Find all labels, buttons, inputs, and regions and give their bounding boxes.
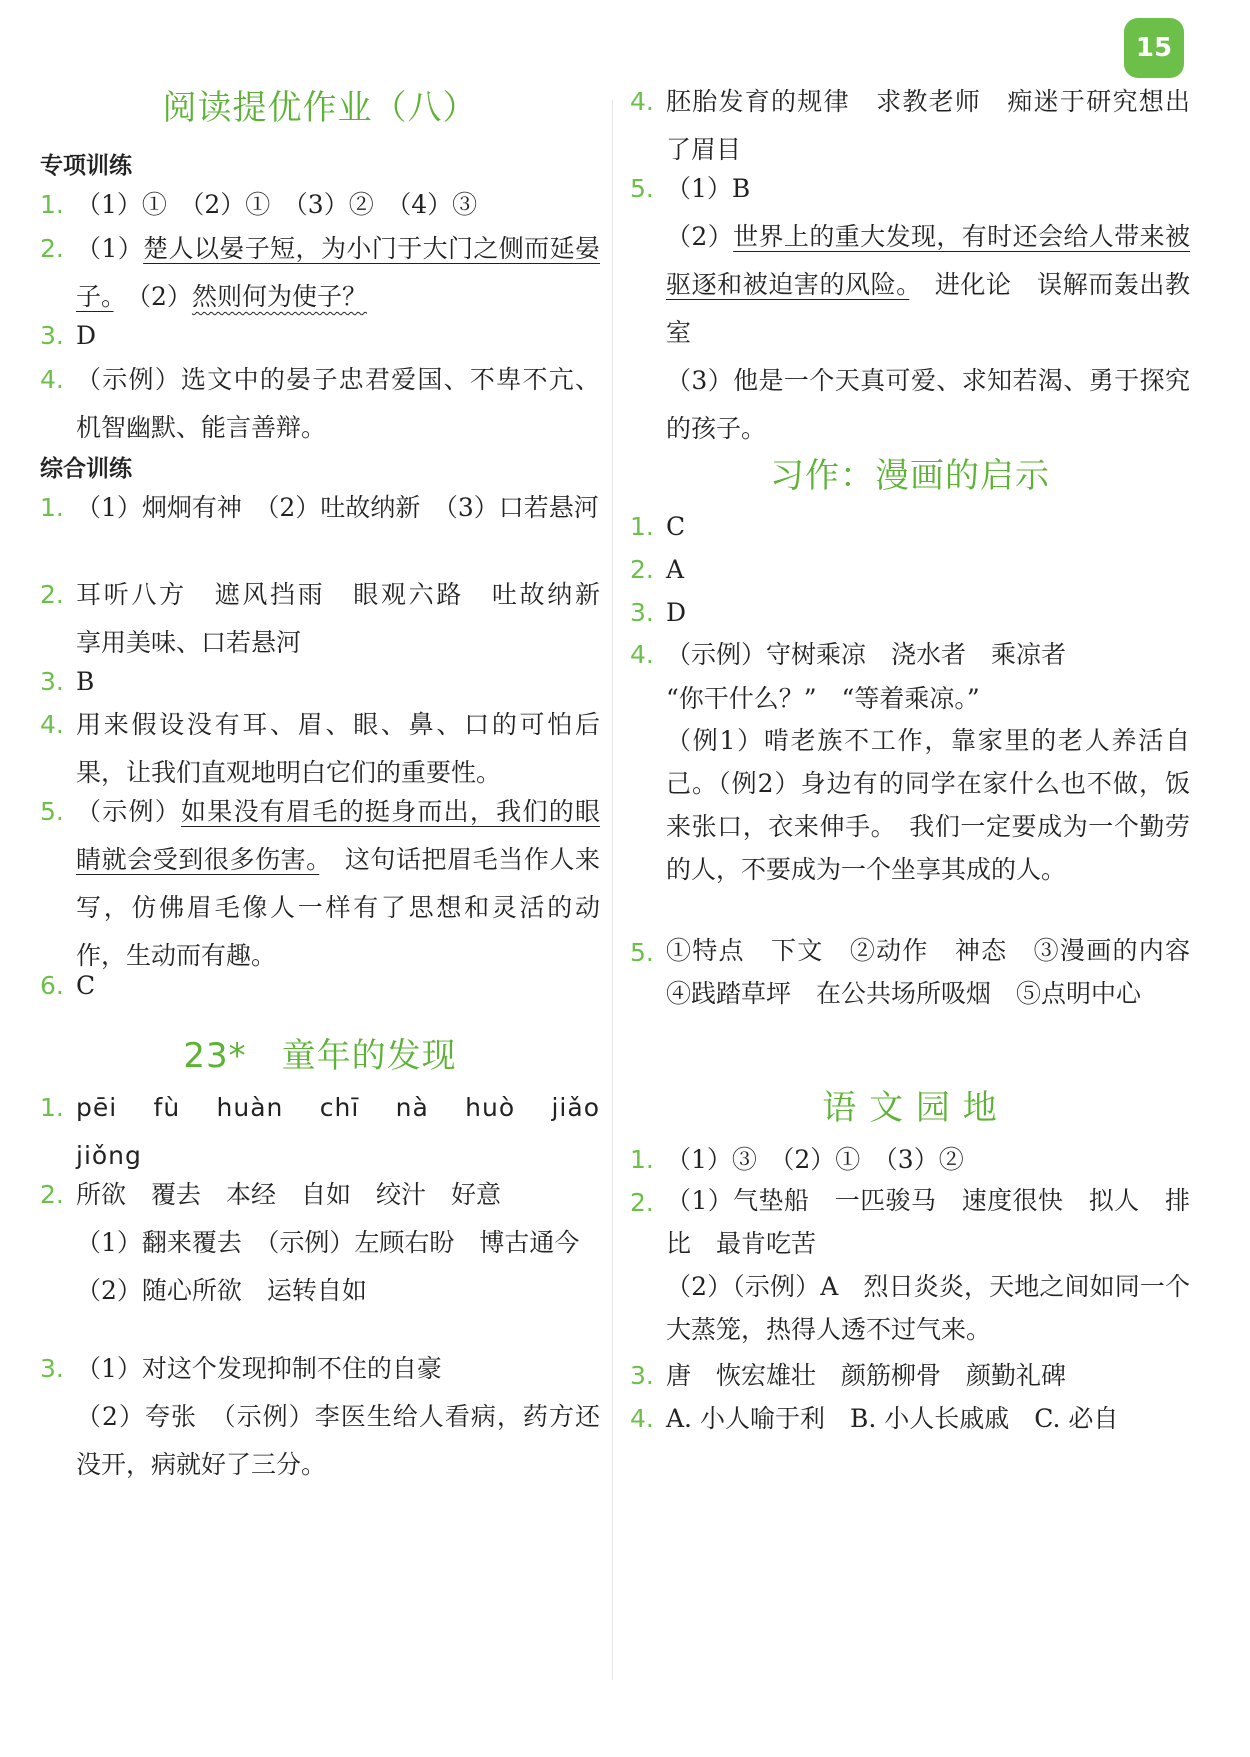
heading-comprehensive-training: 综合训练 (40, 456, 132, 482)
list-item: 3. B (40, 667, 95, 696)
list-item: 5. （示例）如果没有眉毛的挺身而出，我们的眼睛就会受到很多伤害。 这句话把眉毛当作人来写，仿佛眉毛像人一样有了思想和灵活的动作，生动而有趣。 (40, 797, 600, 970)
section-title-writing: 习作：漫画的启示 (770, 456, 1050, 496)
wavy-underlined-answer: 然则何为使子？ (191, 282, 367, 311)
list-item: 1. （1）① （2）① （3）② （4）③ (40, 190, 478, 219)
list-item: 5. （1）B （2）世界上的重大发现，有时还会给人带来被驱逐和被迫害的风险。 进化论 误解而轰出教室 （3）他是一个天真可爱、求知若渴、勇于探究的孩子。 (630, 174, 1190, 443)
section-title-reading: 阅读提优作业（八） (162, 88, 478, 128)
list-item: 2. A (630, 555, 685, 584)
underlined-answer: 楚人以晏子短，为小门于大门之侧而延晏子。 (76, 234, 600, 311)
list-item: 2. （1）气垫船 一匹骏马 速度很快 拟人 排比 最肯吃苦 （2）（示例）A 烈日炎炎，天地之间如同一个大蒸笼，热得人透不过气来。 (630, 1186, 1190, 1344)
list-item: 2. 耳听八方 遮风挡雨 眼观六路 吐故纳新 享用美味、口若悬河 (40, 580, 626, 657)
section-title-garden: 语 文 园 地 (822, 1088, 998, 1128)
list-item: 4. （示例）选文中的晏子忠君爱国、不卑不亢、机智幽默、能言善辩。 (40, 365, 600, 442)
list-item: 5. ①特点 下文 ②动作 神态 ③漫画的内容 ④践踏草坪 在公共场所吸烟 ⑤点明中心 (630, 936, 1216, 1008)
list-item: 4. 用来假设没有耳、眉、眼、鼻、口的可怕后果，让我们直观地明白它们的重要性。 (40, 710, 600, 787)
underlined-answer: 如果没有眉毛的挺身而出，我们的眼睛就会受到很多伤害。 (76, 797, 600, 874)
list-item: 4. 胚胎发育的规律 求教老师 痴迷于研究想出了眉目 (630, 87, 1190, 164)
list-item: 2. （1）楚人以晏子短，为小门于大门之侧而延晏子。 （2）然则何为使子？ (40, 234, 600, 311)
list-item: 3. D (630, 598, 687, 627)
list-item: 1. （1）③ （2）① （3）② (630, 1145, 964, 1174)
list-item: 1. （1）炯炯有神 （2）吐故纳新 （3）口若悬河 (40, 493, 599, 522)
underlined-answer: 世界上的重大发现，有时还会给人带来被驱逐和被迫害的风险。 (666, 222, 1190, 299)
list-item: 4. （示例）守树乘凉 浇水者 乘凉者 “你干什么？” “等着乘凉。” （例1）啃老族不工作，靠家里的老人养活自己。（例2）身边有的同学在家什么也不做，饭来张口，衣来伸手。 我们一定要成为一个勤劳的人，不要成为一个坐享其成的人。 (630, 640, 1190, 884)
page-number-badge: 15 (1124, 18, 1184, 78)
column-divider (612, 100, 613, 1680)
list-item: 2. 所欲 覆去 本经 自如 绞汁 好意 （1）翻来覆去 （示例）左顾右盼 博古通今 （2）随心所欲 运转自如 (40, 1180, 580, 1305)
list-item: 3. 唐 恢宏雄壮 颜筋柳骨 颜勤礼碑 (630, 1361, 1067, 1390)
list-item: 1. C (630, 512, 686, 541)
heading-special-training: 专项训练 (40, 153, 132, 179)
section-title-lesson-23: 23* 童年的发现 (183, 1036, 457, 1076)
list-item: 6. C (40, 971, 96, 1000)
list-item: 3. （1）对这个发现抑制不住的自豪 （2）夸张 （示例）李医生给人看病，药方还没开，病就好了三分。 (40, 1354, 600, 1479)
list-item: 1. pēi fù huàn chī nà huò jiǎo jiǒng (40, 1093, 627, 1170)
list-item: 3. D (40, 321, 97, 350)
list-item: 4. A. 小人喻于利 B. 小人长戚戚 C. 必自 (630, 1404, 1119, 1433)
